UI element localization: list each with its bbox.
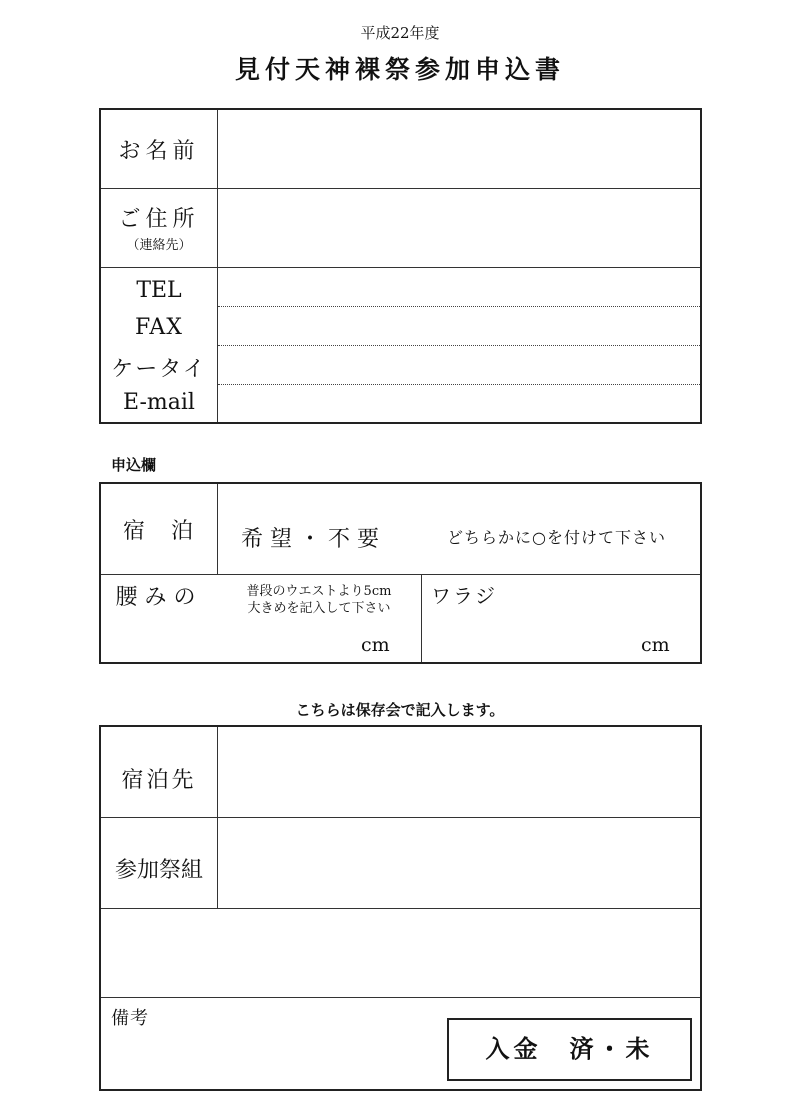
- blank-area[interactable]: [101, 909, 700, 997]
- waraji-label: ワラジ: [431, 584, 497, 608]
- group-label: 参加祭組: [114, 858, 203, 883]
- email-label: E-mail: [123, 390, 195, 415]
- column-divider: [217, 110, 218, 422]
- email-field[interactable]: [219, 385, 700, 423]
- address-field[interactable]: [219, 189, 700, 267]
- contact-table: [99, 108, 702, 424]
- waist-note-line1: 普段のウエストより5cm: [246, 584, 392, 599]
- payment-status-stamp[interactable]: 入金 済・未: [447, 1018, 692, 1081]
- fax-field[interactable]: [219, 307, 700, 345]
- row-divider: [101, 997, 700, 998]
- group-field[interactable]: [219, 818, 700, 908]
- column-divider: [421, 574, 422, 662]
- tel-field[interactable]: [219, 268, 700, 306]
- office-section-title: こちらは保存会で記入します。: [295, 701, 505, 719]
- remarks-label: 備考: [111, 1008, 149, 1029]
- lodging-place-label: 宿泊先: [121, 768, 197, 793]
- mobile-label: ケータイ: [111, 357, 207, 382]
- address-sub-label: （連絡先）: [126, 238, 192, 253]
- address-label: ご住所: [118, 207, 200, 232]
- office-table: [99, 725, 702, 1091]
- waraji-size-field[interactable]: [431, 624, 631, 660]
- column-divider: [217, 484, 218, 574]
- lodging-note: どちらかに○を付けて下さい: [447, 528, 666, 547]
- lodging-label: 宿 泊: [122, 519, 195, 544]
- column-divider: [217, 727, 218, 909]
- waraji-unit: cm: [641, 634, 670, 656]
- waist-label: 腰みの: [115, 585, 203, 610]
- lodging-place-field[interactable]: [219, 727, 700, 817]
- lodging-options[interactable]: 希望・不要: [241, 527, 387, 552]
- form-title: 見付天神裸祭参加申込書: [234, 55, 565, 84]
- fiscal-year: 平成22年度: [360, 24, 440, 42]
- application-section-title: 申込欄: [111, 456, 157, 474]
- application-table: [99, 482, 702, 664]
- name-field[interactable]: [219, 110, 700, 188]
- waist-note-line2: 大きめを記入して下さい: [247, 601, 391, 616]
- waist-unit: cm: [361, 634, 390, 656]
- name-label: お名前: [118, 139, 200, 164]
- tel-label: TEL: [136, 278, 182, 303]
- row-divider: [101, 574, 700, 575]
- fax-label: FAX: [135, 315, 183, 340]
- mobile-field[interactable]: [219, 346, 700, 384]
